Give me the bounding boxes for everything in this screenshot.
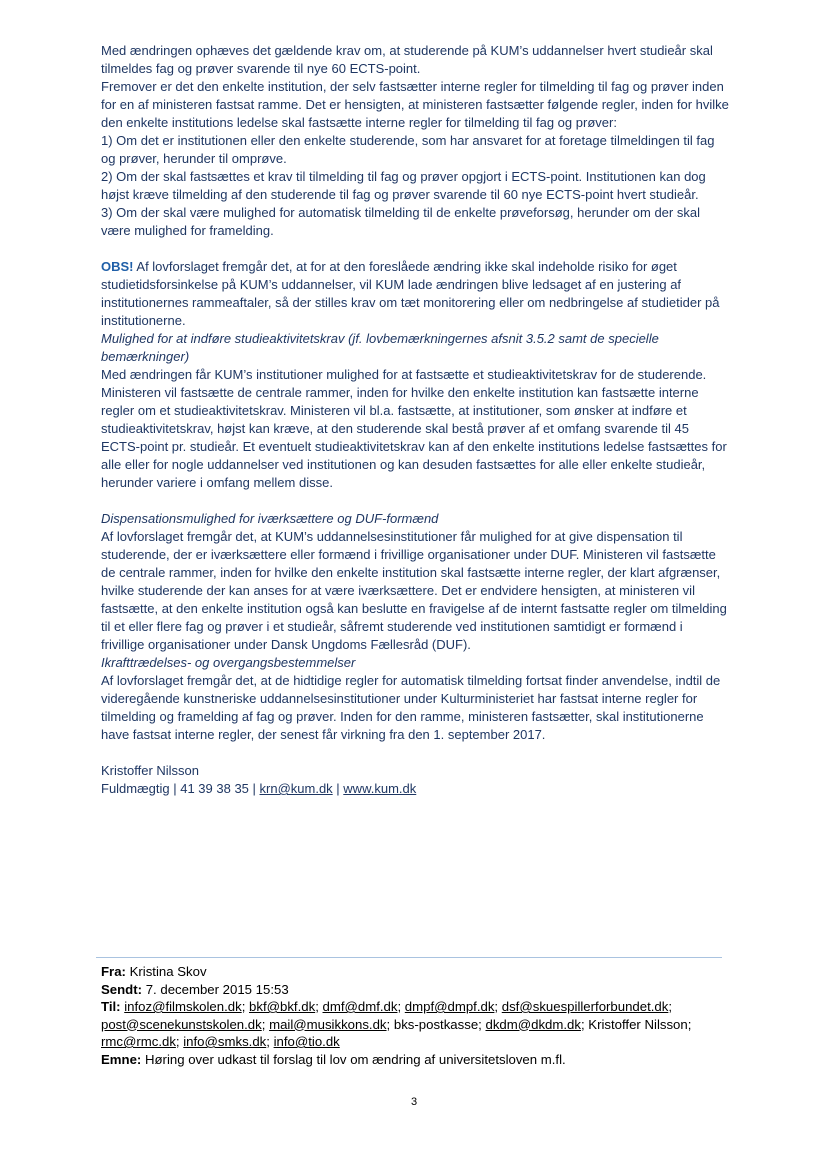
signature-name: Kristoffer Nilsson [101,763,200,778]
signature-details [101,780,729,798]
recipient-text: bks-postkasse [393,1016,479,1032]
recipient-link[interactable]: post@scenekunstskolen.dk [101,1016,262,1032]
email-header [101,963,729,1068]
obs-text: Af lovforslaget fremgår det, at for at den foreslåede ændring ikke skal indeholde risiko for øget studietidsforsinkelse på KUM’s uddannelser, vil KUM lade ændringen blive ledsaget af en justering af institutionernes rammeaftaler, så der stilles krav om tæt monitorering eller om nedbringelse af studietider på institutionerne. [101,259,720,328]
obs-paragraph [101,258,729,330]
section-heading-studieaktivitet: Mulighed for at indføre studieaktivitetskrav (jf. lovbemærkningernes afsnit 3.5.2 samt de specielle bemærkninger) [101,331,659,364]
sent-value: 7. december 2015 15:53 [142,981,289,997]
signature-title-phone: Fuldmægtig | 41 39 38 35 | [101,781,260,796]
paragraph-8: Af lovforslaget fremgår det, at de hidtidige regler for automatisk tilmelding fortsat finder anvendelse, indtil de videregående kunstneriske uddannelsesinstitutioner under Kulturministeriet har fastsat interne regler for tilmelding og framelding af fag og prøver. Inden for den ramme, ministeren fastsætter, skal institutionerne have fastsat interne regler, der senest får virkning fra den 1. september 2017. [101,673,721,742]
to-label: Til: [101,999,121,1014]
paragraph-6: Med ændringen får KUM’s institutioner mulighed for at fastsætte et studieaktivitetskrav for de studerende. Ministeren vil fastsætte de centrale rammer, inden for hvilke den enkelte institution kan fastsætte interne regler om et studieaktivitetskrav. Ministeren vil bl.a. fastsætte, at institutioner, som ønsker at indføre et studieaktivitetskrav, højst kan kræve, at den studerende skal bestå prøver af et omfang svarende til 45 ECTS-point pr. studieår. Et eventuelt studieaktivitetskrav kan af den enkelte institutions ledelse fastsættes for alle eller for nogle uddannelser ved institutionen og kan desuden fastsættes for alle eller enkelte studieår, herunder variere i omfang mellem disse. [101,367,727,490]
subject-value: Høring over udkast til forslag til lov om ændring af universitetsloven m.fl. [141,1051,566,1067]
signature-email-link[interactable]: krn@kum.dk [259,781,333,796]
subject-line [101,1051,729,1069]
section-heading-ikrafttraedelse: Ikrafttrædelses- og overgangsbestemmelser [101,655,356,670]
paragraph-4: 2) Om der skal fastsættes et krav til tilmelding til fag og prøver opgjort i ECTS-point. Institutionen kan dog højst kræve tilmelding af den studerende til fag og prøver svarende til 60 nye ECTS-point hvert studieår. [101,169,706,202]
page-number: 3 [410,1096,418,1108]
to-line: Til: infoz@filmskolen.dk; bkf@bkf.dk; dmf@dmf.dk; dmpf@dmpf.dk; dsf@skuespillerforbundet.dk; post@scenekunstskolen.dk; mail@musikkons.dk; bks-postkasse; dkdm@dkdm.dk; Kristoffer Nilsson; rmc@rmc.dk; info@smks.dk; info@tio.dk [101,999,692,1049]
recipient-link[interactable]: bkf@bkf.dk [249,999,316,1014]
signature-web-link[interactable]: www.kum.dk [343,781,417,796]
section-heading-dispensation: Dispensationsmulighed for iværksættere og DUF-formænd [101,511,439,526]
paragraph-5: 3) Om der skal være mulighed for automatisk tilmelding til de enkelte prøveforsøg, herunder om der skal være mulighed for framelding. [101,205,700,238]
recipient-link[interactable]: info@tio.dk [273,1034,340,1049]
paragraph-2: Fremover er det den enkelte institution, der selv fastsætter interne regler for tilmelding til fag og prøver inden for en af ministeren fastsat ramme. Det er hensigten, at ministeren fastsætter følgende regler, inden for hvilke den enkelte institutions ledelse skal fastsætte interne regler for tilmelding til fag og prøver: [101,79,729,130]
recipient-link[interactable]: dsf@skuespillerforbundet.dk [501,999,669,1014]
signature-separator: | [332,781,344,796]
recipient-link[interactable]: rmc@rmc.dk [101,1034,176,1049]
subject-label: Emne: [101,1051,142,1067]
from-value: Kristina Skov [125,964,207,979]
paragraph-3: 1) Om det er institutionen eller den enkelte studerende, som har ansvaret for at foretage tilmeldingen til fag og prøver, herunder til omprøve. [101,133,715,166]
email-divider [96,957,722,958]
sent-label: Sendt: [101,981,143,997]
recipient-text: Kristoffer Nilsson [588,1016,688,1032]
from-line [101,963,729,981]
recipient-link[interactable]: dmpf@dmpf.dk [404,999,495,1014]
recipient-link[interactable]: infoz@filmskolen.dk [124,999,242,1014]
recipient-link[interactable]: info@smks.dk [183,1034,267,1049]
paragraph-1: Med ændringen ophæves det gældende krav om, at studerende på KUM’s uddannelser hvert studieår skal tilmeldes fag og prøver svarende til nye 60 ECTS-point. [101,43,713,76]
sent-line [101,981,729,999]
recipient-link[interactable]: mail@musikkons.dk [269,1016,387,1032]
obs-label: OBS! [101,259,134,274]
recipient-link[interactable]: dmf@dmf.dk [322,999,398,1014]
from-label: Fra: [101,964,126,979]
paragraph-7: Af lovforslaget fremgår det, at KUM’s uddannelsesinstitutioner får mulighed for at give dispensation til studerende, der er iværksættere eller formænd i frivillige organisationer under DUF. Ministeren vil fastsætte de centrale rammer, inden for hvilke den enkelte institution skal fastsætte interne regler, der klart afgrænser, hvilke studerende der kan anses for at være iværksættere. Det er endvidere hensigten, at ministeren vil fastsætte, at den enkelte institution også kan beslutte en fravigelse af de internt fastsatte regler om tilmelding til et eller flere fag og prøver i et studieår, såfremt studerende ved institutionen samtidigt er formænd i frivillige organisationer under Dansk Ungdoms Fællesråd (DUF). [101,529,727,652]
recipient-link[interactable]: dkdm@dkdm.dk [485,1016,581,1032]
letter-body [101,42,729,798]
